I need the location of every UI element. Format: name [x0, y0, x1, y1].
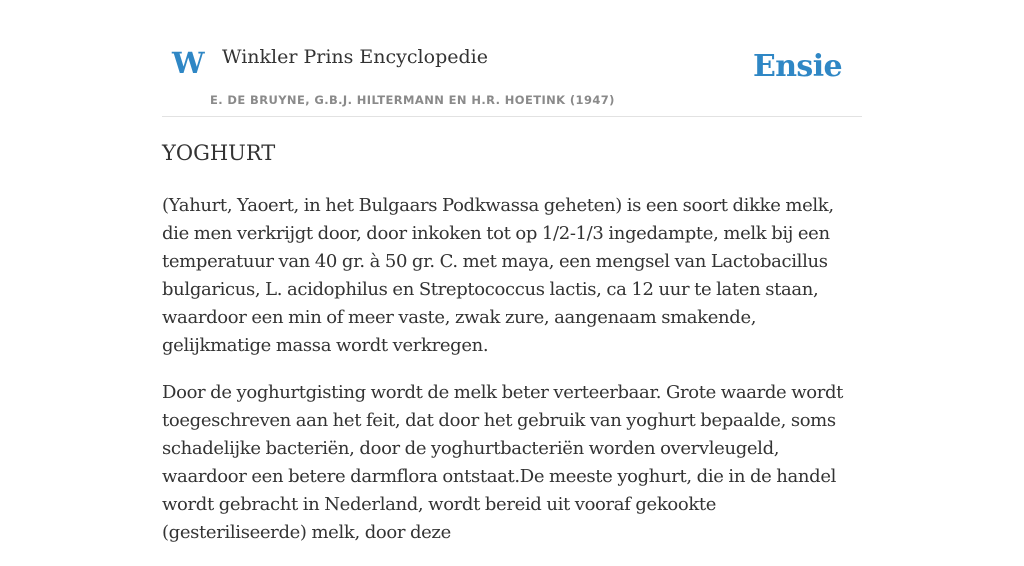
- article-body: [162, 192, 862, 566]
- ensie-brand-link[interactable]: Ensie: [752, 49, 842, 84]
- winkler-prins-logo-icon: W: [172, 46, 205, 80]
- source-authors: E. DE BRUYNE, G.B.J. HILTERMANN EN H.R. HOETINK (1947): [210, 93, 615, 107]
- source-title[interactable]: Winkler Prins Encyclopedie: [222, 46, 488, 68]
- article-paragraph: Door de yoghurtgisting wordt de melk beter verteerbaar. Grote waarde wordt toegeschreven aan het feit, dat door het gebruik van yoghurt bepaalde, soms schadelijke bacteriën, door de yoghurtbacteriën worden overvleugeld, waardoor een betere darmflora ontstaat.De meeste yoghurt, die in de handel wordt gebracht in Nederland, wordt bereid uit vooraf gekookte (gesteriliseerde) melk, door deze: [162, 382, 844, 543]
- page-container: [162, 0, 862, 543]
- source-header: [162, 0, 862, 117]
- article-headword: YOGHURT: [162, 141, 276, 165]
- article-paragraph: (Yahurt, Yaoert, in het Bulgaars Podkwassa geheten) is een soort dikke melk, die men verkrijgt door, door inkoken tot op 1/2-1/3 ingedampte, melk bij een temperatuur van 40 gr. à 50 gr. C. met maya, een mengsel van Lactobacillus bulgaricus, L. acidophilus en Streptococcus lactis, ca 12 uur te laten staan, waardoor een min of meer vaste, zwak zure, aangenaam smakende, gelijkmatige massa wordt verkregen.: [162, 195, 834, 356]
